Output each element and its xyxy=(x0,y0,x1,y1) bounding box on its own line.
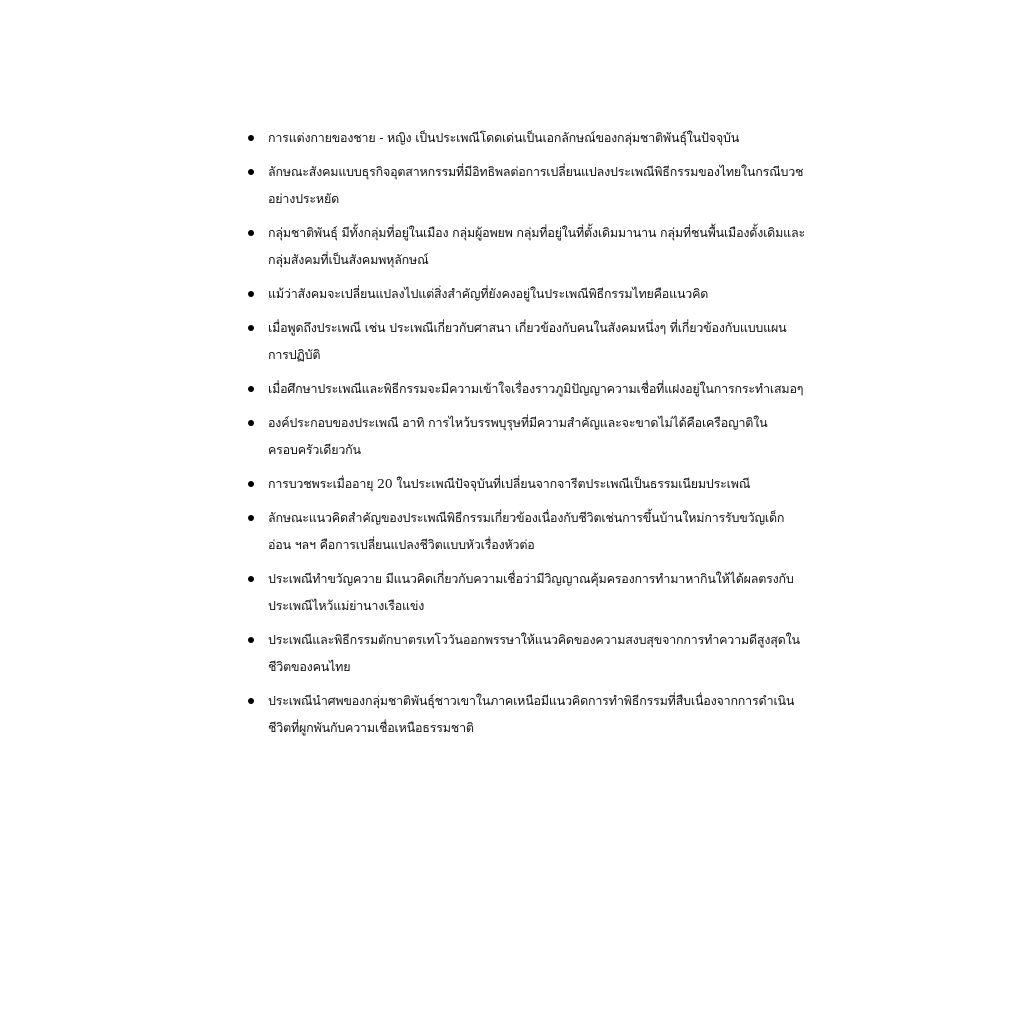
bullet-icon xyxy=(248,386,254,392)
bullet-icon xyxy=(248,481,254,487)
bullet-icon xyxy=(248,576,254,582)
list-item-text: การแต่งกายของชาย - หญิง เป็นประเพณีโดดเด่นเป็นเอกลักษณ์ของกลุ่มชาติพันธุ์ในปัจจุบัน xyxy=(268,130,740,145)
list-item-text: ประเพณีทำขวัญควาย มีแนวคิดเกี่ยวกับความเชื่อว่ามีวิญญาณคุ้มครองการทำมาหากินให้ได้ผลตรงกับประเพณีไหว้แม่ย่านางเรือแข่ง xyxy=(268,571,794,613)
list-item xyxy=(246,280,806,307)
list-item xyxy=(246,158,806,212)
list-item-text: การบวชพระเมื่ออายุ 20 ในประเพณีปัจจุบันที่เปลี่ยนจากจารีตประเพณีเป็นธรรมเนียมประเพณี xyxy=(268,476,751,491)
list-item xyxy=(246,375,806,402)
list-item-text: ลักษณะสังคมแบบธุรกิจอุตสาหกรรมที่มีอิทธิพลต่อการเปลี่ยนแปลงประเพณีพิธีกรรมของไทยในกรณีบวชอย่างประหยัด xyxy=(268,164,804,206)
bullet-icon xyxy=(248,637,254,643)
list-item-text: ลักษณะแนวคิดสำคัญของประเพณีพิธีกรรมเกี่ยวข้องเนื่องกับชีวิตเช่นการขึ้นบ้านใหม่การรับขวัญเด็กอ่อน ฯลฯ คือการเปลี่ยนแปลงชีวิตแบบหัวเรื่องหัวต่อ xyxy=(268,510,785,552)
list-item-text: เมื่อพูดถึงประเพณี เช่น ประเพณีเกี่ยวกับศาสนา เกี่ยวข้องกับคนในสังคมหนึ่งๆ ที่เกี่ยวข้องกับแบบแผนการปฏิบัติ xyxy=(268,320,787,362)
bullet-icon xyxy=(248,230,254,236)
list-item xyxy=(246,687,806,741)
bullet-icon xyxy=(248,420,254,426)
list-item xyxy=(246,124,806,151)
list-item xyxy=(246,626,806,680)
bullet-list xyxy=(246,124,806,748)
list-item-text: แม้ว่าสังคมจะเปลี่ยนแปลงไปแต่สิ่งสำคัญที่ยังคงอยู่ในประเพณีพิธีกรรมไทยคือแนวคิด xyxy=(268,286,709,301)
list-item-text: องค์ประกอบของประเพณี อาทิ การไหว้บรรพบุรุษที่มีความสำคัญและจะขาดไม่ได้คือเครือญาติในครอบครัวเดียวกัน xyxy=(268,415,768,457)
list-item xyxy=(246,470,806,497)
list-item xyxy=(246,314,806,368)
bullet-icon xyxy=(248,698,254,704)
bullet-icon xyxy=(248,135,254,141)
bullet-icon xyxy=(248,291,254,297)
bullet-icon xyxy=(248,325,254,331)
list-item-text: ประเพณีและพิธีกรรมตักบาตรเทโววันออกพรรษาให้แนวคิดของความสงบสุขจากการทำความดีสูงสุดในชีวิตของคนไทย xyxy=(268,632,800,674)
list-item xyxy=(246,565,806,619)
bullet-icon xyxy=(248,515,254,521)
list-item xyxy=(246,409,806,463)
list-item-text: เมื่อศึกษาประเพณีและพิธีกรรมจะมีความเข้าใจเรื่องราวภูมิปัญญาความเชื่อที่แฝงอยู่ในการกระทำเสมอๆ xyxy=(268,381,804,396)
list-item-text: ประเพณีนำศพของกลุ่มชาติพันธุ์ชาวเขาในภาคเหนือมีแนวคิดการทำพิธีกรรมที่สืบเนื่องจากการดำเนินชีวิตที่ผูกพันกับความเชื่อเหนือธรรมชาติ xyxy=(268,693,795,735)
list-item xyxy=(246,504,806,558)
list-item xyxy=(246,219,806,273)
bullet-icon xyxy=(248,169,254,175)
list-item-text: กลุ่มชาติพันธุ์ มีทั้งกลุ่มที่อยู่ในเมือง กลุ่มผู้อพยพ กลุ่มที่อยู่ในที่ตั้งเดิมมานาน กลุ่มที่ชนพื้นเมืองดั้งเดิมและกลุ่มสังคมที่เป็นสังคมพหุลักษณ์ xyxy=(268,225,805,267)
